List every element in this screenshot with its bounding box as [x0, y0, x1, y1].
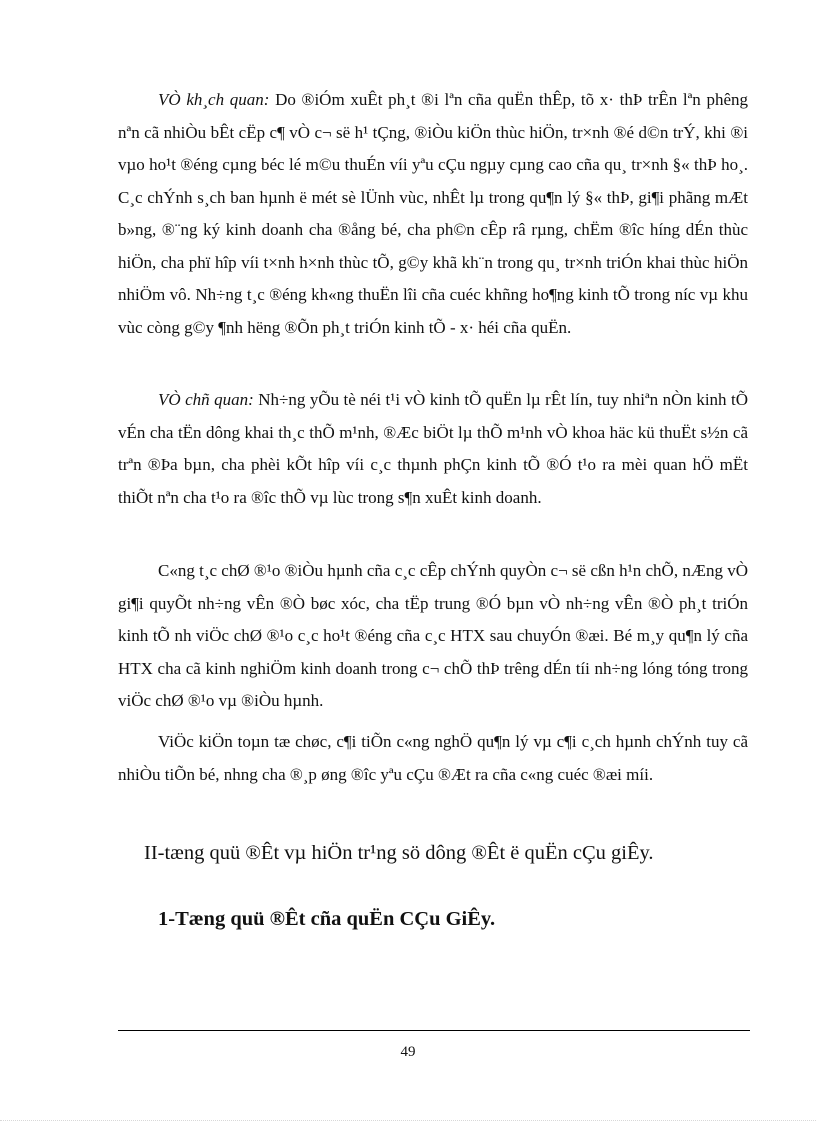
paragraph-governance	[118, 555, 748, 718]
paragraph-lead-label: VÒ kh¸ch quan:	[158, 90, 270, 109]
subsection-heading: 1-Tæng quü ®Êt cña quËn CÇu GiÊy.	[158, 908, 496, 930]
paragraph-subjective	[118, 384, 748, 514]
paragraph-body: Do ®iÓm xuÊt ph¸t ®i lªn cña quËn thÊp, tõ x· thÞ trÊn lªn phêng nªn cã nhiÒu bÊt cËp c¶ vÒ c¬ së h¹ tÇng, ®iÒu kiÖn thùc hiÖn, tr×nh ®é d©n trÝ, khi ®i vµo ho¹t ®éng cµng béc lé m©u thuÉn víi yªu cÇu ngµy cµng cao cña qu¸ tr×nh §« thÞ ho¸. C¸c chÝnh s¸ch ban hµnh ë mét sè lÜnh vùc, nhÊt lµ trong qu¶n lý §« thÞ, gi¶i phãng mÆt b»ng, ®¨ng ký kinh doanh cha ®ång bé, cha ph©n cÊp râ rµng, chËm ®îc híng dÉn thùc hiÖn, cha phï hîp víi t×nh h×nh thùc tÕ, g©y khã kh¨n trong qu¸ tr×nh triÓn khai thùc hiÖn nhiÖm vô. Nh÷ng t¸c ®éng kh«ng thuËn lîi cña cuéc khñng ho¶ng kinh tÕ trong níc vµ khu vùc còng g©y ¶nh hëng ®Õn ph¸t triÓn kinh tÕ - x· héi cña quËn.	[118, 90, 749, 337]
paragraph-objective	[118, 84, 748, 344]
paragraph-reform	[118, 726, 748, 791]
paragraph-lead-label: VÒ chñ quan:	[158, 390, 254, 409]
paragraph-body: ViÖc kiÖn toµn tæ chøc, c¶i tiÕn c«ng nghÖ qu¶n lý vµ c¶i c¸ch hµnh chÝnh tuy cã nhiÒu tiÕn bé, nhng cha ®¸p øng ®îc yªu cÇu ®Æt ra cña c«ng cuéc ®æi míi.	[118, 732, 748, 784]
footer-divider	[118, 1030, 750, 1031]
paragraph-body: C«ng t¸c chØ ®¹o ®iÒu hµnh cña c¸c cÊp chÝnh quyÒn c¬ së cßn h¹n chÕ, nÆng vÒ gi¶i quyÕt nh÷ng vÊn ®Ò bøc xóc, cha tËp trung ®Ó bµn vÒ nh÷ng vÊn ®Ò ph¸t triÓn kinh tÕ nh viÖc chØ ®¹o c¸c ho¹t ®éng cña c¸c HTX sau chuyÓn ®æi. Bé m¸y qu¶n lý cña HTX cha cã kinh nghiÖm kinh doanh trong c¬ chÕ thÞ trêng dÉn tíi nh÷ng lóng tóng trong viÖc chØ ®¹o vµ ®iÒu hµnh.	[118, 561, 748, 710]
paragraph-body: Nh÷ng yÕu tè néi t¹i vÒ kinh tÕ quËn lµ rÊt lín, tuy nhiªn nÒn kinh tÕ vÉn cha tËn dông khai th¸c thÕ m¹nh, ®Æc biÖt lµ thÕ m¹nh vÒ khoa häc kü thuËt s½n cã trªn ®Þa bµn, cha phèi kÕt hîp víi c¸c thµnh phÇn kinh tÕ ®Ó t¹o ra mèi quan hÖ mËt thiÕt nªn cha t¹o ra ®îc thÕ vµ lùc trong s¶n xuÊt kinh doanh.	[118, 390, 749, 507]
page-bottom-edge	[0, 1120, 816, 1121]
page-number: 49	[400, 1044, 416, 1060]
section-heading: II-tæng quü ®Êt vµ hiÖn tr¹ng sö dông ®Êt ë quËn cÇu giÊy.	[144, 842, 654, 864]
